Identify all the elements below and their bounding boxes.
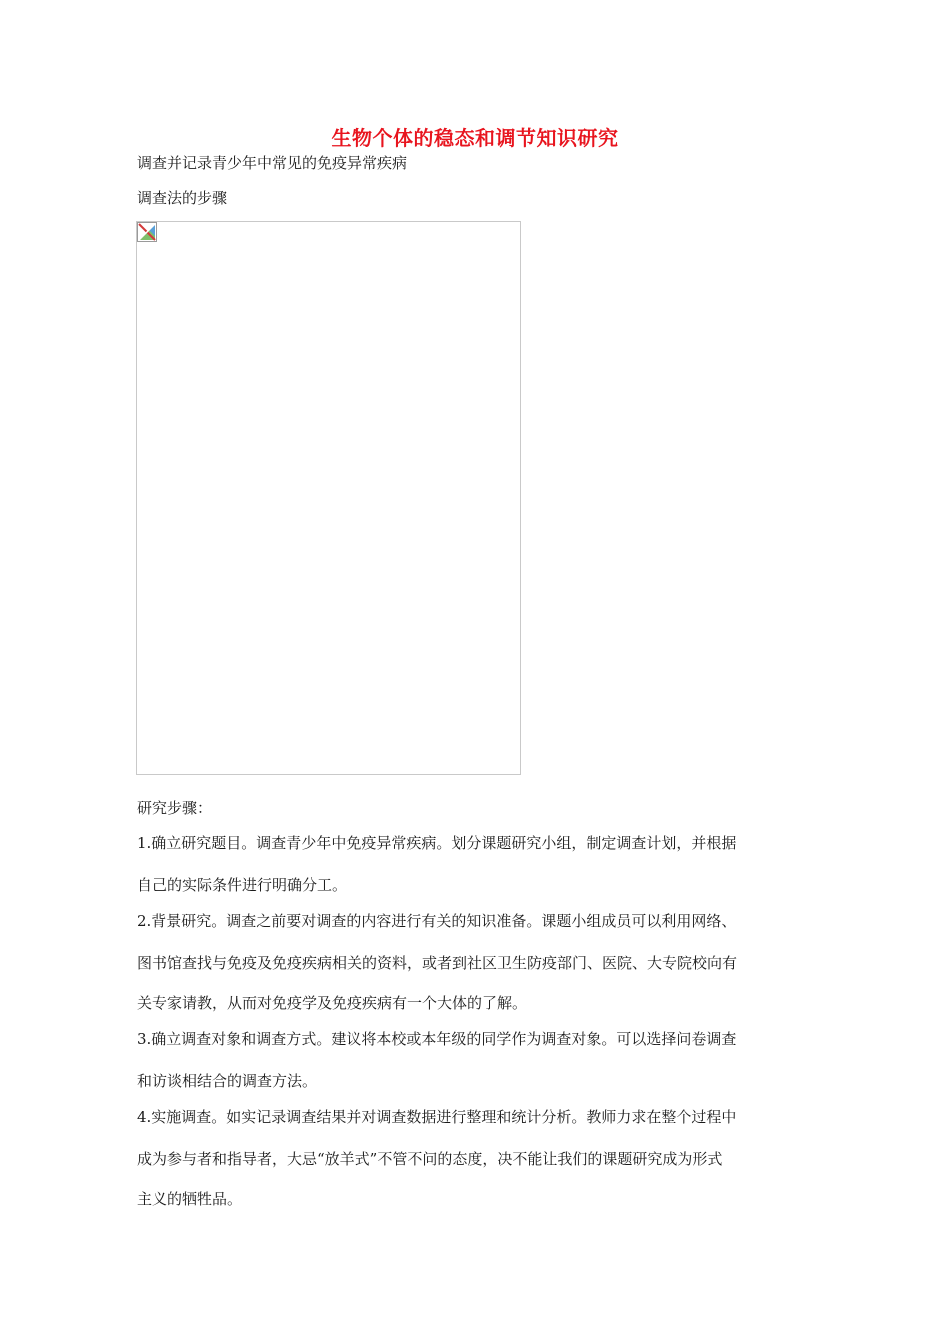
step-3-line-2: 和访谈相结合的调查方法。 [137,1072,318,1090]
step-2-line-2: 图书馆查找与免疫及免疫疾病相关的资料，或者到社区卫生防疫部门、医院、大专院校向有 [137,954,738,972]
steps-heading: 研究步骤： [137,799,213,817]
page-title: 生物个体的稳态和调节知识研究 [331,126,619,150]
broken-image-icon [137,222,157,242]
image-placeholder [136,221,521,775]
subtitle: 调查并记录青少年中常见的免疫异常疾病 [137,154,408,172]
step-4-line-1: 4.实施调查。如实记录调查结果并对调查数据进行整理和统计分析。教师力求在整个过程中 [137,1108,737,1126]
step-3-line-1: 3.确立调查对象和调查方式。建议将本校或本年级的同学作为调查对象。可以选择问卷调查 [137,1030,737,1048]
step-1-line-1: 1.确立研究题目。调查青少年中免疫异常疾病。划分课题研究小组，制定调查计划，并根据 [137,834,737,852]
step-2-line-1: 2.背景研究。调查之前要对调查的内容进行有关的知识准备。课题小组成员可以利用网络、 [137,912,737,930]
step-4-line-3: 主义的牺牲品。 [137,1190,243,1208]
step-2-line-3: 关专家请教，从而对免疫学及免疫疾病有一个大体的了解。 [137,994,528,1012]
method-heading: 调查法的步骤 [137,189,228,207]
step-4-line-2: 成为参与者和指导者，大忌“放羊式”不管不问的态度，决不能让我们的课题研究成为形式 [137,1150,723,1168]
step-1-line-2: 自己的实际条件进行明确分工。 [137,876,348,894]
